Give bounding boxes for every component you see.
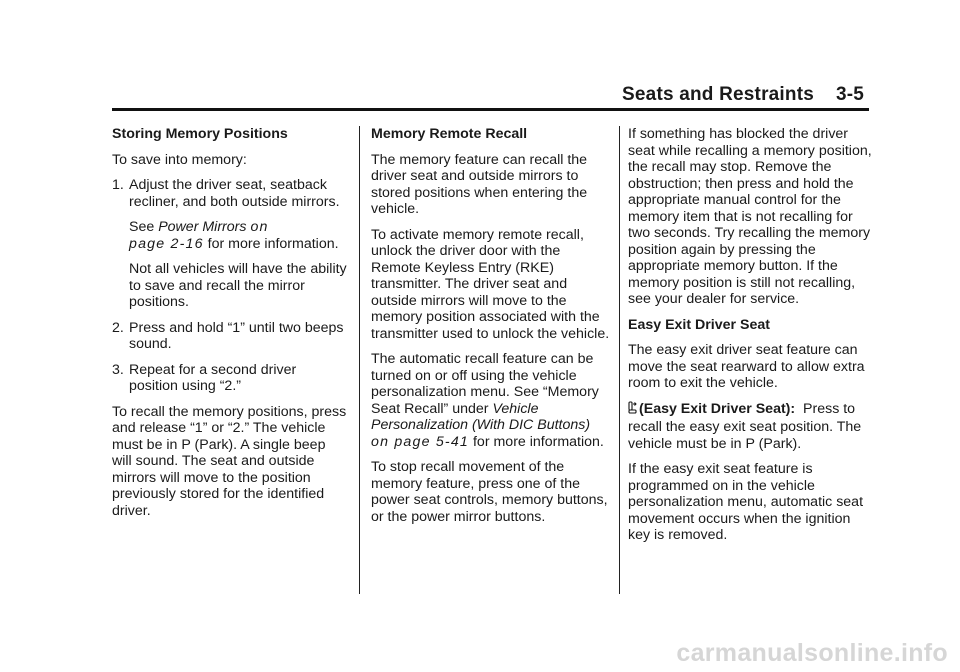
seat-exit-icon — [628, 401, 637, 420]
paragraph-3: If the easy exit seat feature is programmed on in the vehicle personalization menu, automatic seat movement occurs when the ignition key is removed. — [628, 461, 864, 543]
step-number: 1. — [112, 177, 124, 193]
easy-exit-button-description — [628, 401, 872, 453]
page-title — [622, 84, 864, 106]
paragraph-2: The easy exit driver seat feature can move the seat rearward to allow extra room to exit the vehicle. — [628, 342, 865, 391]
see-label: See — [129, 219, 155, 235]
section-title: Seats and Restraints — [622, 84, 815, 105]
page-header — [112, 84, 864, 108]
column-divider-2 — [619, 126, 620, 594]
header-divider — [112, 108, 869, 111]
paragraph-2: To activate memory remote recall, unlock the driver door with the Remote Keyless Entry (RKE) transmitter. The driver seat and outside mirrors will move to the memory position associated with the transmitter used to unlock the vehicle. — [371, 226, 610, 342]
column-divider-1 — [359, 126, 360, 594]
paragraph-1: The memory feature can recall the driver seat and outside mirrors to stored positions when entering the vehicle. — [371, 151, 588, 217]
ref-page: page 2‑16 — [129, 235, 204, 252]
list-item-step-1 — [112, 177, 348, 210]
column-3 — [628, 126, 872, 553]
step-text: Repeat for a second driver position using “2.” — [129, 361, 297, 394]
recall-paragraph: To recall the memory positions, press and release “1” or “2.” The vehicle must be in P (Park). A single beep will sound. The seat and outside mirrors will move to the position previously stored for the identified driver. — [112, 403, 347, 519]
paragraph-4: To stop recall movement of the memory feature, press one of the power seat controls, memory buttons, or the power mirror buttons. — [371, 459, 608, 525]
ref-title: Vehicle Personalization (With DIC Buttons) — [371, 400, 591, 433]
watermark: carmanualsonline.info — [676, 639, 948, 667]
page-number: 3-5 — [835, 84, 864, 105]
paragraph-1: If something has blocked the driver seat while recalling a memory position, the recall may stop. Remove the obstruction; then press and hold the appropriate manual control for the memory item that is not recalling for two seconds. Try recalling the memory position again by pressing the appropriate memory button. If the memory position is still not recalling, see your dealer for service. — [628, 126, 872, 307]
step-text: Adjust the driver seat, seatback recliner, and both outside mirrors. — [129, 177, 340, 210]
column-1 — [112, 126, 348, 528]
para3-pre: The automatic recall feature can be turned on or off using the vehicle personalization menu. See “Memory Seat Recall” under — [371, 351, 599, 417]
step-number: 3. — [112, 361, 124, 378]
heading-storing-memory: Storing Memory Positions — [112, 126, 288, 142]
heading-easy-exit: Easy Exit Driver Seat — [628, 316, 770, 333]
list-item-step-2 — [112, 320, 348, 353]
heading-memory-remote-recall: Memory Remote Recall — [371, 126, 528, 142]
note-text: Not all vehicles will have the ability to save and recall the mirror positions. — [129, 261, 347, 310]
intro-text: To save into memory: — [112, 151, 247, 168]
para3-tail: for more information. — [472, 433, 604, 450]
button-text: Press to recall the easy exit seat position. The vehicle must be in P (Park). — [628, 400, 862, 452]
ref-title: Power Mirrors — [158, 219, 247, 235]
button-label: (Easy Exit Driver Seat): — [639, 400, 796, 417]
ref-page: on page 5‑41 — [371, 433, 470, 450]
ref-on: on — [250, 219, 269, 235]
paragraph-3 — [371, 351, 611, 450]
step-number: 2. — [112, 319, 124, 336]
column-2 — [371, 126, 611, 534]
list-item-step-3 — [112, 362, 348, 395]
see-reference — [112, 219, 348, 252]
ref-tail: for more information. — [207, 235, 339, 252]
step-text: Press and hold “1” until two beeps sound. — [129, 319, 344, 352]
